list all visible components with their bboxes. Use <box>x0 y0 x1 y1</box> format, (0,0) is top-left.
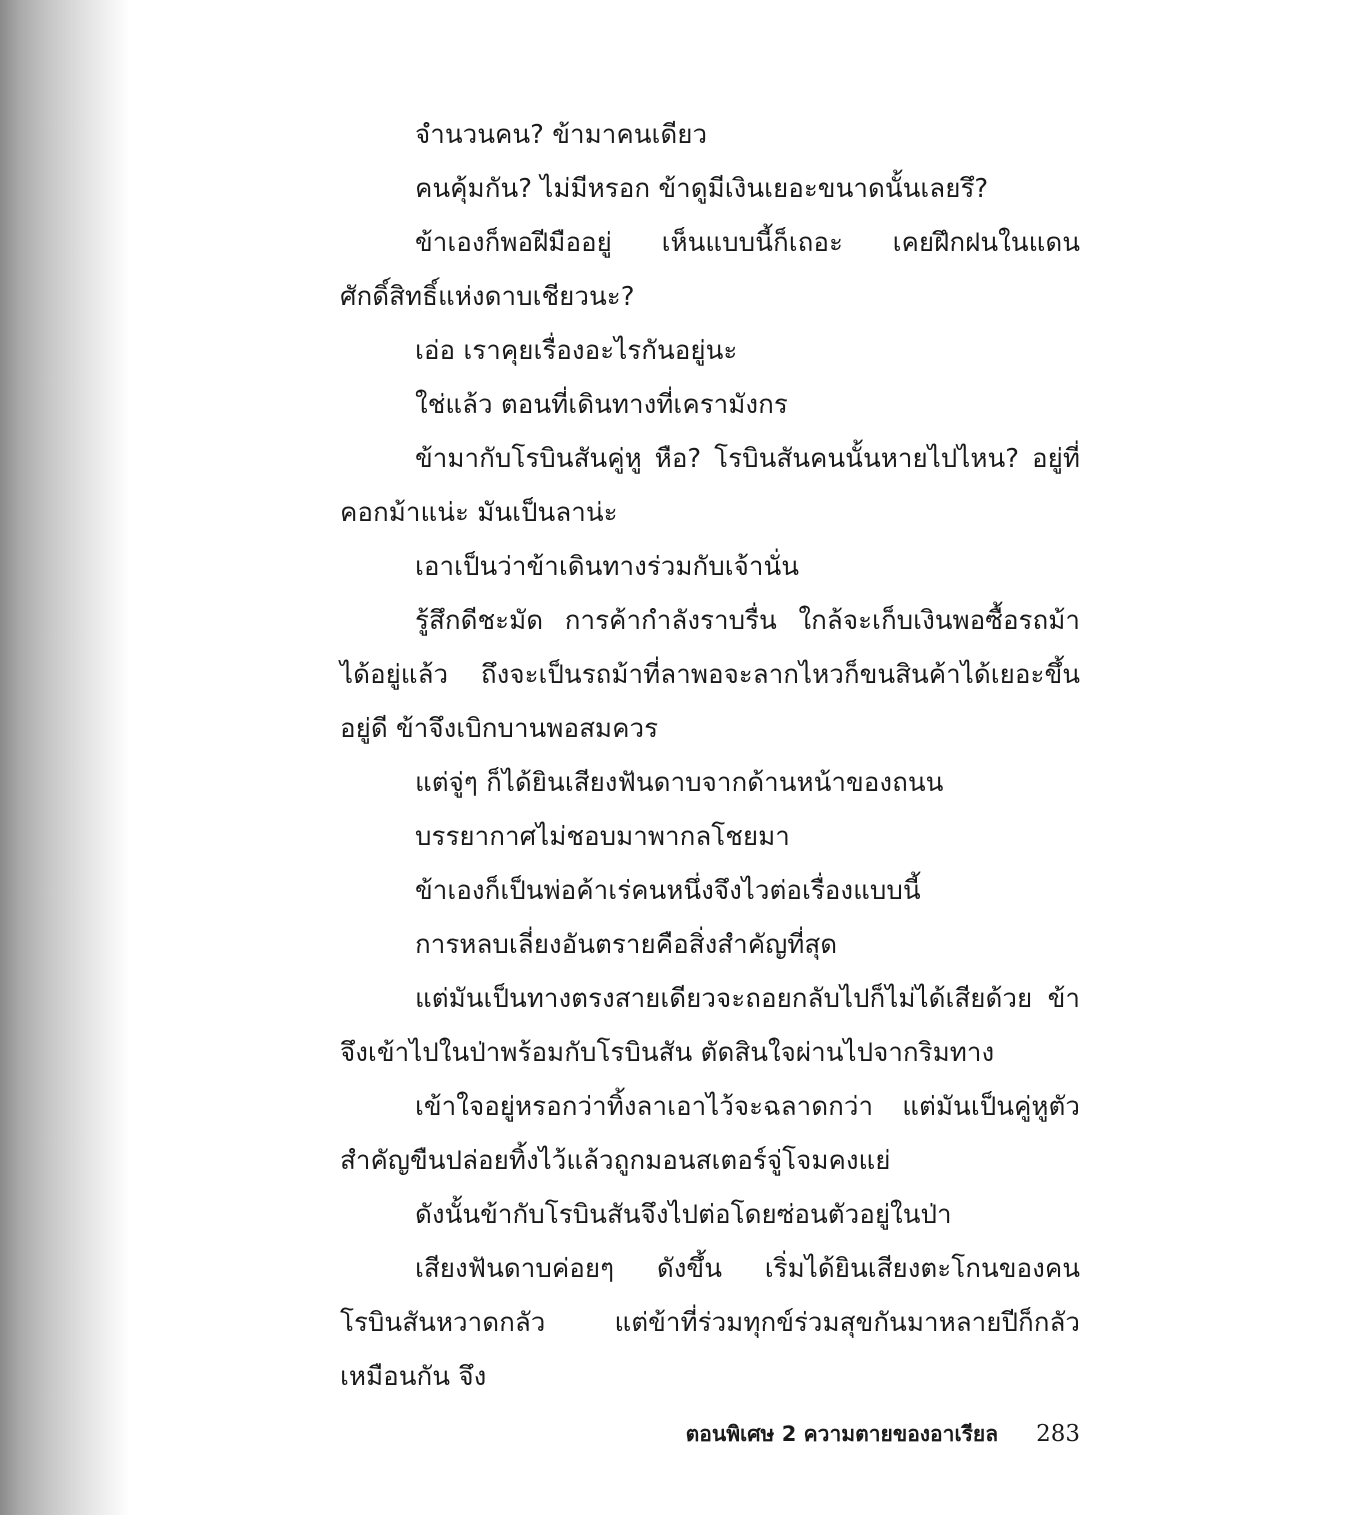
paragraph: แต่มันเป็นทางตรงสายเดียวจะถอยกลับไปก็ไม่ได้เสียด้วย ข้าจึงเข้าไปในป่าพร้อมกับโรบินสัน ตัดสินใจผ่านไปจากริมทาง <box>340 984 1080 1068</box>
paragraph: แต่จู่ๆ ก็ได้ยินเสียงฟันดาบจากด้านหน้าของถนน <box>415 768 944 798</box>
paragraph: จำนวนคน? ข้ามาคนเดียว <box>415 120 708 150</box>
paragraph: การหลบเลี่ยงอันตรายคือสิ่งสำคัญที่สุด <box>415 930 838 960</box>
paragraph: ข้ามากับโรบินสันคู่หู หือ? โรบินสันคนนั้นหายไปไหน? อยู่ที่คอกม้าแน่ะ มันเป็นลาน่ะ <box>340 444 1080 528</box>
page-footer <box>340 1414 1080 1454</box>
running-head: ตอนพิเศษ 2 ความตายของอาเรียล <box>685 1421 999 1446</box>
page-binding-shadow <box>0 0 130 1515</box>
paragraph: เสียงฟันดาบค่อยๆ ดังขึ้น เริ่มได้ยินเสียงตะโกนของคน โรบินสันหวาดกลัว แต่ข้าที่ร่วมทุกข์ร่วมสุขกันมาหลายปีก็กลัวเหมือนกัน จึง <box>340 1254 1080 1392</box>
paragraph: เข้าใจอยู่หรอกว่าทิ้งลาเอาไว้จะฉลาดกว่า แต่มันเป็นคู่หูตัวสำคัญขืนปล่อยทิ้งไว้แล้วถูกมอนสเตอร์จู่โจมคงแย่ <box>340 1092 1080 1176</box>
paragraph: ข้าเองก็พอฝีมืออยู่ เห็นแบบนี้ก็เถอะ เคยฝึกฝนในแดนศักดิ์สิทธิ์แห่งดาบเชียวนะ? <box>340 228 1080 312</box>
paragraph: เอ่อ เราคุยเรื่องอะไรกันอยู่นะ <box>415 336 738 366</box>
page-number: 283 <box>1036 1421 1080 1447</box>
paragraph: รู้สึกดีชะมัด การค้ากำลังราบรื่น ใกล้จะเก็บเงินพอซื้อรถม้าได้อยู่แล้ว ถึงจะเป็นรถม้าที่ลาพอจะลากไหวก็ขนสินค้าได้เยอะขึ้นอยู่ดี ข้าจึงเบิกบานพอสมควร <box>340 606 1080 744</box>
paragraph: ใช่แล้ว ตอนที่เดินทางที่เครามังกร <box>415 390 788 420</box>
paragraph: ข้าเองก็เป็นพ่อค้าเร่คนหนึ่งจึงไวต่อเรื่องแบบนี้ <box>415 876 921 906</box>
paragraph: เอาเป็นว่าข้าเดินทางร่วมกับเจ้านั่น <box>415 552 800 582</box>
paragraph: คนคุ้มกัน? ไม่มีหรอก ข้าดูมีเงินเยอะขนาดนั้นเลยรึ? <box>415 174 989 204</box>
paragraph: ดังนั้นข้ากับโรบินสันจึงไปต่อโดยซ่อนตัวอยู่ในป่า <box>415 1200 952 1230</box>
body-text <box>340 108 1080 1404</box>
paragraph: บรรยากาศไม่ชอบมาพากลโชยมา <box>415 822 790 852</box>
